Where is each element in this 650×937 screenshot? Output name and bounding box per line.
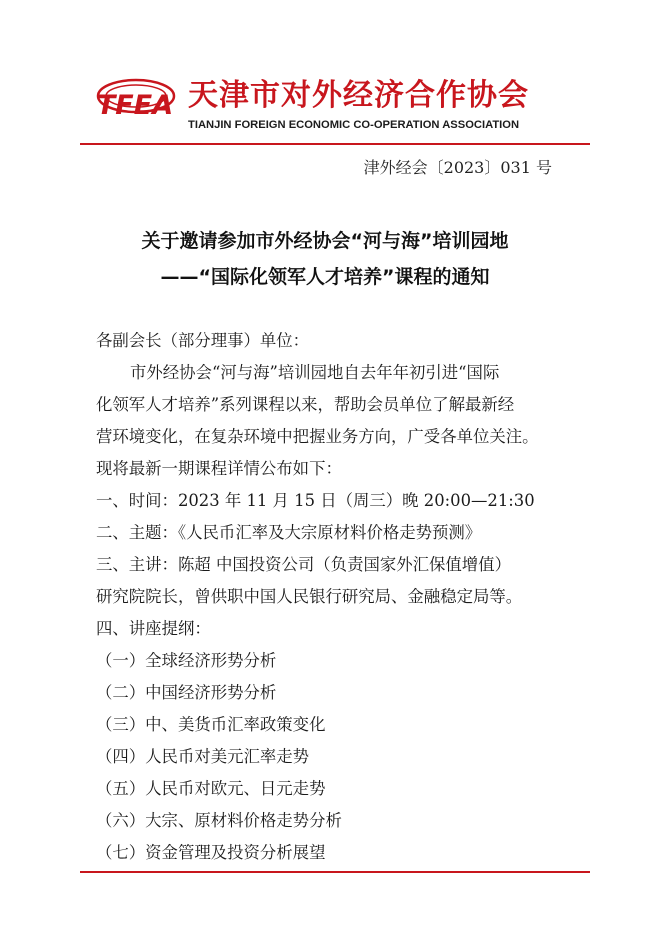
header-divider	[80, 143, 590, 145]
intro-line: 现将最新一期课程详情公布如下：	[96, 459, 342, 478]
tfea-logo	[90, 74, 180, 130]
footer-divider	[80, 871, 590, 873]
org-name-cn: 天津市对外经济合作协会	[188, 78, 529, 113]
outline-item: （二）中国经济形势分析	[96, 683, 277, 702]
outline-item: （六）大宗、原材料价格走势分析	[96, 811, 342, 830]
logo-text: TFEA	[96, 90, 174, 121]
speaker-line: 三、主讲：陈超 中国投资公司（负责国家外汇保值增值）	[96, 555, 511, 574]
title-line-1: 关于邀请参加市外经协会“河与海”培训园地	[141, 230, 509, 252]
intro-line: 市外经协会“河与海”培训园地自去年年初引进“国际	[130, 363, 500, 382]
intro-line: 化领军人才培养”系列课程以来，帮助会员单位了解最新经	[96, 395, 515, 414]
course-topic: 二、主题：《人民币汇率及大宗原材料价格走势预测》	[96, 523, 482, 542]
title-line-2: ——“国际化领军人才培养”课程的通知	[160, 266, 490, 288]
intro-line: 营环境变化，在复杂环境中把握业务方向，广受各单位关注。	[96, 427, 539, 446]
speaker-line: 研究院院长，曾供职中国人民银行研究局、金融稳定局等。	[96, 587, 523, 606]
outline-item: （四）人民币对美元汇率走势	[96, 747, 310, 766]
salutation: 各副会长（部分理事）单位：	[96, 331, 310, 350]
outline-item: （七）资金管理及投资分析展望	[96, 843, 326, 862]
document-number: 津外经会〔2023〕031 号	[363, 158, 552, 177]
course-time: 一、时间：2023 年 11 月 15 日（周三）晚 20:00—21:30	[96, 491, 535, 510]
outline-item: （一）全球经济形势分析	[96, 651, 277, 670]
outline-item: （五）人民币对欧元、日元走势	[96, 779, 326, 798]
outline-heading: 四、讲座提纲：	[96, 619, 211, 638]
outline-item: （三）中、美货币汇率政策变化	[96, 715, 326, 734]
org-name-en: TIANJIN FOREIGN ECONOMIC CO-OPERATION ASSOCIATION	[188, 119, 520, 131]
